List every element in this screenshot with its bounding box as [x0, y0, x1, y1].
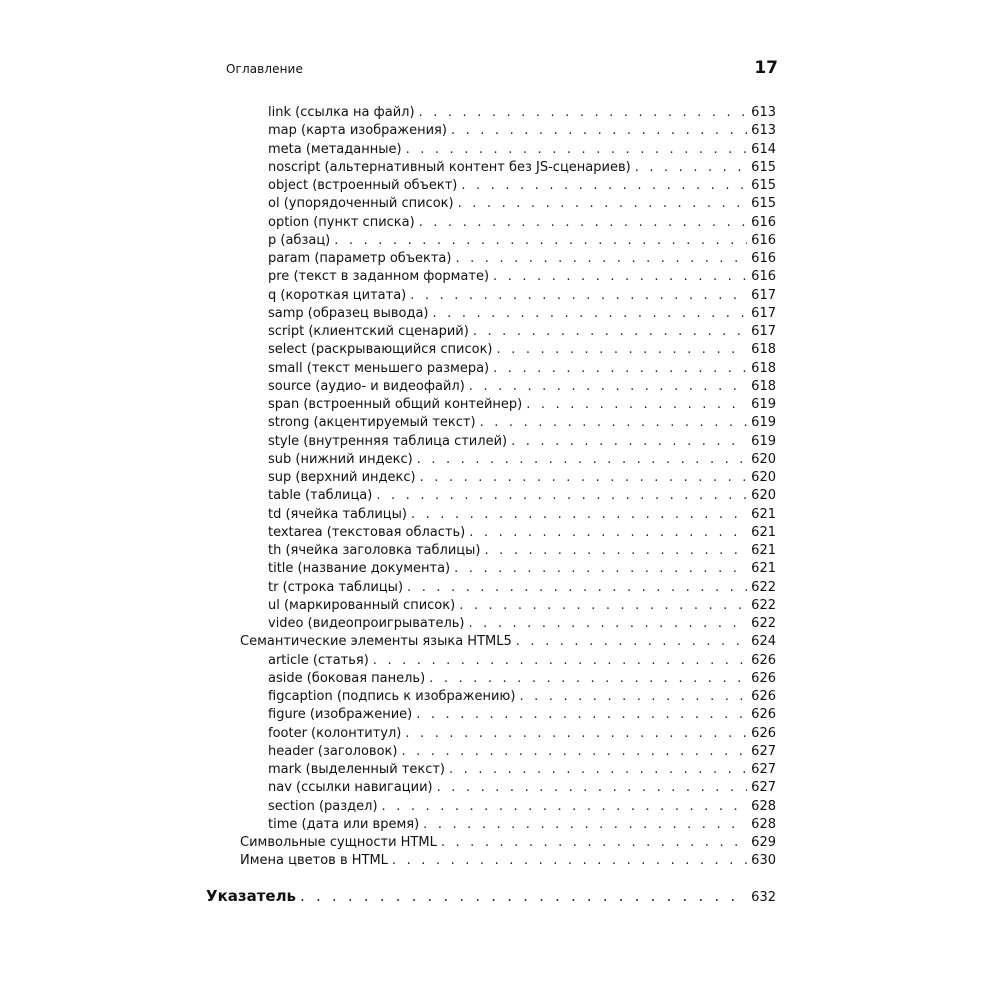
toc-entry-page: 618: [751, 378, 776, 394]
dot-leader: [419, 214, 747, 232]
dot-leader: [635, 159, 747, 177]
toc-entry: [268, 524, 776, 542]
toc-entry-title: ul (маркированный список): [268, 597, 456, 613]
toc-entry-title: strong (акцентируемый текст): [268, 415, 476, 431]
toc-entry-page: 616: [751, 269, 776, 285]
toc-entry: [268, 232, 776, 250]
toc-entry-title: Указатель: [206, 886, 297, 905]
toc-entry-title: param (параметр объекта): [268, 251, 452, 266]
toc-entry-title: meta (метаданные): [268, 141, 402, 157]
toc-entry-page: 626: [751, 689, 776, 704]
toc-entry: [268, 761, 776, 779]
toc-entry-title: select (раскрывающийся список): [268, 342, 493, 358]
toc-entry-page: 626: [751, 670, 776, 686]
toc-entry-title: link (ссылка на файл): [268, 105, 415, 120]
toc-entry-page: 616: [751, 232, 776, 248]
toc-entry-title: table (таблица): [268, 488, 373, 504]
dot-leader: [519, 688, 747, 706]
toc-entry-page: 622: [751, 597, 776, 613]
toc-entry: [268, 670, 776, 688]
dot-leader: [469, 615, 748, 633]
dot-leader: [526, 396, 747, 414]
toc-entry-title: pre (текст в заданном формате): [268, 269, 490, 285]
dot-leader: [433, 305, 748, 323]
toc-entry: [268, 250, 776, 268]
toc-entry: [268, 195, 776, 213]
dot-leader: [300, 885, 747, 907]
toc-entry: [268, 779, 776, 797]
toc-entry-title: title (название документа): [268, 561, 451, 577]
toc-entry-title: td (ячейка таблицы): [268, 506, 407, 522]
dot-leader: [376, 487, 747, 505]
toc-entry: [268, 579, 776, 597]
toc-entry-page: 626: [751, 725, 776, 741]
toc-entry-page: 616: [751, 214, 776, 230]
toc-entry-title: time (дата или время): [268, 816, 420, 832]
toc-entry-page: 622: [751, 579, 776, 595]
dot-leader: [407, 579, 747, 597]
toc-entry: [268, 706, 776, 724]
toc-entry: [240, 834, 776, 852]
toc-entry-page: 626: [751, 652, 776, 668]
toc-entry-page: 628: [751, 798, 776, 814]
toc-entry: [268, 469, 776, 487]
dot-leader: [423, 816, 747, 834]
toc-entry-title: small (текст меньшего размера): [268, 360, 490, 376]
toc-entry-title: nav (ссылки навигации): [268, 780, 433, 796]
toc-entry: [268, 652, 776, 670]
toc-entry-page: 627: [751, 780, 776, 796]
toc-entry: [268, 560, 776, 578]
toc-entry-title: source (аудио- и видеофайл): [268, 378, 465, 394]
toc-entry: [268, 341, 776, 359]
toc-entry: [268, 378, 776, 396]
toc-entry-title: footer (колонтитул): [268, 725, 402, 741]
toc-entry-page: 622: [751, 616, 776, 631]
toc-entry-title: sup (верхний индекс): [268, 470, 416, 485]
toc-entry-title: tr (строка таблицы): [268, 579, 404, 595]
toc-entry-page: 613: [751, 105, 776, 120]
dot-leader: [429, 670, 747, 688]
toc-entry-title: q (короткая цитата): [268, 287, 407, 303]
toc-entry-title: noscript (альтернативный контент без JS-сценариев): [268, 159, 631, 175]
dot-leader: [454, 560, 747, 578]
toc-entry-title: Символьные сущности HTML: [240, 835, 437, 850]
toc-entry: [268, 122, 776, 140]
toc-entry: [268, 615, 776, 633]
dot-leader: [416, 706, 747, 724]
toc-entry: [268, 597, 776, 615]
toc-entry: [268, 268, 776, 286]
toc-entry: [268, 104, 776, 122]
toc-entry-title: mark (выделенный текст): [268, 762, 445, 777]
dot-leader: [406, 141, 748, 159]
toc-entry-page: 619: [751, 415, 776, 431]
dot-leader: [419, 104, 748, 122]
toc-entry-title: header (заголовок): [268, 743, 398, 759]
toc-entry: [268, 287, 776, 305]
dot-leader: [493, 268, 747, 286]
toc-entry: [268, 743, 776, 761]
dot-leader: [451, 122, 747, 140]
toc-entry-title: th (ячейка заголовка таблицы): [268, 543, 481, 558]
toc-entry-page: 618: [751, 360, 776, 376]
dot-leader: [401, 743, 747, 761]
toc-entry: [268, 816, 776, 834]
toc-entry-page: 630: [751, 853, 776, 869]
toc-entry-page: 619: [751, 433, 776, 449]
dot-leader: [480, 414, 748, 432]
toc-entry-page: 617: [751, 305, 776, 321]
toc-entry-page: 616: [751, 251, 776, 266]
toc-entry: [240, 852, 776, 870]
dot-leader: [441, 834, 747, 852]
toc-entry: [268, 177, 776, 195]
toc-entry-title: article (статья): [268, 652, 369, 668]
toc-entry-page: 621: [751, 524, 776, 540]
running-header: [226, 58, 778, 80]
toc-entry-page: 624: [751, 634, 776, 650]
dot-leader: [516, 633, 747, 651]
toc-entry-page: 627: [751, 743, 776, 759]
toc-entry-title: figcaption (подпись к изображению): [268, 689, 516, 704]
toc-entry: [268, 542, 776, 560]
toc-entry-title: sub (нижний индекс): [268, 451, 413, 467]
toc-entry-page: 632: [751, 889, 776, 905]
toc-entry-title: object (встроенный объект): [268, 178, 458, 193]
toc-entry-title: Семантические элементы языка HTML5: [240, 634, 512, 650]
toc-entry: [268, 141, 776, 159]
dot-leader: [392, 852, 747, 870]
toc-entry: [268, 725, 776, 743]
toc-entry-page: 620: [751, 488, 776, 504]
toc-entry-page: 629: [751, 835, 776, 850]
toc-entry-page: 617: [751, 324, 776, 339]
toc-entry: [268, 451, 776, 469]
toc-entry-page: 621: [751, 506, 776, 522]
toc-entry-title: map (карта изображения): [268, 123, 447, 139]
dot-leader: [417, 451, 748, 469]
toc-entry-title: script (клиентский сценарий): [268, 324, 469, 339]
running-header-section: Оглавление: [226, 62, 303, 76]
toc-entry-title: figure (изображение): [268, 707, 413, 723]
toc-entry-page: 626: [751, 707, 776, 723]
toc-entry-page: 628: [751, 816, 776, 832]
toc-entry: [268, 688, 776, 706]
toc-entry: [240, 633, 776, 651]
dot-leader: [449, 761, 747, 779]
toc-entry-title: section (раздел): [268, 798, 378, 814]
dot-leader: [411, 506, 747, 524]
dot-leader: [511, 433, 747, 451]
toc-entry-page: 617: [751, 287, 776, 303]
dot-leader: [420, 469, 748, 487]
toc-entry-title: textarea (текстовая область): [268, 524, 466, 540]
toc-entry: [268, 414, 776, 432]
toc-entry-title: p (абзац): [268, 232, 331, 248]
toc-entry-title: ol (упорядоченный список): [268, 196, 454, 212]
toc-entry-page: 615: [751, 178, 776, 193]
toc-entry: [268, 214, 776, 232]
toc-entry-title: aside (боковая панель): [268, 670, 426, 686]
toc-entry-title: option (пункт списка): [268, 214, 415, 230]
toc-entry-title: style (внутренняя таблица стилей): [268, 433, 508, 449]
toc-entry-title: samp (образец вывода): [268, 305, 429, 321]
toc-entry-page: 621: [751, 543, 776, 558]
toc-entry-page: 615: [751, 159, 776, 175]
dot-leader: [334, 232, 747, 250]
toc-entry: [268, 798, 776, 816]
toc-entry-page: 627: [751, 762, 776, 777]
dot-leader: [410, 287, 747, 305]
toc-entry: [268, 433, 776, 451]
dot-leader: [497, 341, 748, 359]
toc-entry: [206, 885, 776, 907]
toc-entry-page: 620: [751, 451, 776, 467]
toc-entry-page: 615: [751, 196, 776, 212]
dot-leader: [373, 652, 747, 670]
toc-entry-page: 620: [751, 470, 776, 485]
dot-leader: [459, 597, 747, 615]
toc-entry-title: video (видеопроигрыватель): [268, 616, 465, 631]
toc-entry: [268, 487, 776, 505]
toc-entry: [268, 506, 776, 524]
dot-leader: [493, 360, 747, 378]
dot-leader: [461, 177, 747, 195]
dot-leader: [382, 798, 748, 816]
toc-entry-page: 619: [751, 397, 776, 412]
toc-entry-page: 621: [751, 561, 776, 577]
dot-leader: [473, 323, 747, 341]
dot-leader: [458, 195, 748, 213]
toc-entry-page: 618: [751, 342, 776, 358]
toc-entry-page: 614: [751, 141, 776, 157]
toc-entry-title: span (встроенный общий контейнер): [268, 397, 523, 412]
dot-leader: [437, 779, 748, 797]
toc-entry: [268, 396, 776, 414]
toc-entry-title: Имена цветов в HTML: [240, 853, 388, 869]
toc-entry: [268, 159, 776, 177]
dot-leader: [455, 250, 747, 268]
dot-leader: [405, 725, 747, 743]
toc-entry-page: 613: [751, 123, 776, 139]
toc-entry: [268, 360, 776, 378]
dot-leader: [484, 542, 747, 560]
dot-leader: [469, 524, 747, 542]
toc-entry: [268, 305, 776, 323]
dot-leader: [469, 378, 747, 396]
toc-entry: [268, 323, 776, 341]
page-number: 17: [754, 58, 778, 78]
